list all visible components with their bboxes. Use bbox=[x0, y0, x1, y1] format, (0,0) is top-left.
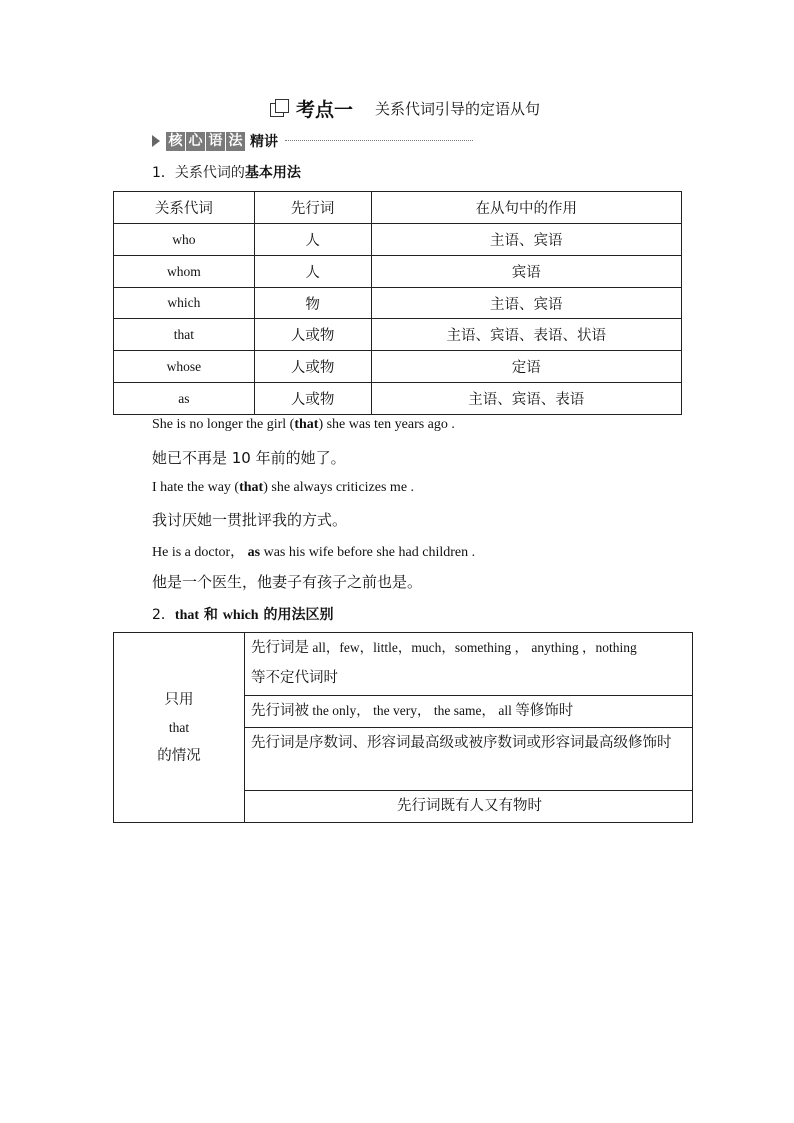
dotted-divider bbox=[285, 140, 473, 141]
example-translation-3: 他是一个医生，他妻子有孩子之前也是。 bbox=[152, 573, 423, 591]
table-row bbox=[114, 319, 682, 351]
sentence-text: ) she always criticizes me . bbox=[263, 480, 415, 495]
pronoun-cell: whom bbox=[114, 256, 255, 288]
function-cell: 宾语 bbox=[371, 256, 681, 288]
table-row bbox=[114, 256, 682, 288]
table-row bbox=[114, 224, 682, 256]
overlap-squares-icon bbox=[270, 99, 288, 117]
table-header-row bbox=[114, 192, 682, 224]
keyword: that bbox=[294, 417, 319, 432]
example-translation-1: 她已不再是 10 年前的她了。 bbox=[152, 449, 346, 467]
rule-cell bbox=[245, 633, 693, 696]
label-line: 的情况 bbox=[157, 747, 201, 764]
antecedent-cell: 人 bbox=[254, 256, 371, 288]
that-only-table bbox=[113, 632, 693, 823]
antecedent-cell: 物 bbox=[254, 288, 371, 319]
play-arrow-icon bbox=[152, 135, 160, 147]
heading-bold: 和 bbox=[199, 607, 223, 623]
heading-bold: 基本用法 bbox=[244, 165, 301, 181]
rule-cell: 先行词既有人又有物时 bbox=[245, 791, 693, 823]
table-row bbox=[114, 633, 693, 696]
example-sentence-1 bbox=[152, 417, 455, 433]
rule-text: 等修饰时 bbox=[515, 703, 574, 719]
heading-number: 1． bbox=[152, 165, 175, 181]
relative-pronoun-table bbox=[113, 191, 682, 415]
rule-cell bbox=[245, 696, 693, 728]
table-row bbox=[114, 383, 682, 415]
title-sub: 关系代词引导的定语从句 bbox=[375, 99, 541, 118]
only-that-label-cell bbox=[114, 633, 245, 823]
tag-char: 法 bbox=[226, 132, 245, 151]
heading-bold: which bbox=[222, 608, 259, 623]
heading-basic-usage bbox=[152, 162, 301, 182]
table-row bbox=[114, 351, 682, 383]
pronoun-cell: who bbox=[114, 224, 255, 256]
heading-text: 关系代词的 bbox=[174, 165, 245, 181]
label-line: that bbox=[168, 719, 190, 735]
table-row bbox=[114, 288, 682, 319]
sentence-text: ) she was ten years ago . bbox=[318, 417, 455, 432]
function-cell: 主语、宾语、表语、状语 bbox=[371, 319, 681, 351]
header-cell: 在从句中的作用 bbox=[371, 192, 681, 224]
rule-text: 先行词被 bbox=[251, 703, 309, 719]
rule-text: the only， the very， the same， all bbox=[309, 703, 516, 718]
heading-that-which bbox=[152, 604, 333, 624]
keyword: as bbox=[247, 545, 261, 560]
example-translation-2: 我讨厌她一贯批评我的方式。 bbox=[152, 511, 348, 529]
function-cell: 主语、宾语、表语 bbox=[371, 383, 681, 415]
sentence-text: I hate the way ( bbox=[152, 480, 240, 495]
antecedent-cell: 人或物 bbox=[254, 351, 371, 383]
pronoun-cell: whose bbox=[114, 351, 255, 383]
section-title bbox=[270, 96, 540, 120]
pronoun-cell: as bbox=[114, 383, 255, 415]
function-cell: 定语 bbox=[371, 351, 681, 383]
function-cell: 主语、宾语 bbox=[371, 288, 681, 319]
sentence-text: was his wife before she had children . bbox=[260, 545, 476, 560]
tag-char: 心 bbox=[186, 132, 205, 151]
heading-bold: that bbox=[174, 608, 200, 623]
example-sentence-2 bbox=[152, 480, 414, 496]
section-header bbox=[152, 131, 278, 151]
rule-cell: 先行词是序数词、形容词最高级或被序数词或形容词最高级修饰时 bbox=[245, 728, 693, 791]
heading-number: 2． bbox=[152, 607, 175, 623]
keyword: that bbox=[239, 480, 264, 495]
label-line: 只用 bbox=[164, 691, 194, 708]
tag-char: 核 bbox=[166, 132, 185, 151]
antecedent-cell: 人或物 bbox=[254, 319, 371, 351]
rule-text: all，few，little，much，something ， anything ，nothing bbox=[309, 640, 637, 655]
antecedent-cell: 人或物 bbox=[254, 383, 371, 415]
tag-suffix: 精讲 bbox=[250, 134, 278, 150]
header-cell: 先行词 bbox=[254, 192, 371, 224]
antecedent-cell: 人 bbox=[254, 224, 371, 256]
pronoun-cell: which bbox=[114, 288, 255, 319]
function-cell: 主语、宾语 bbox=[371, 224, 681, 256]
rule-text: 等不定代词时 bbox=[251, 670, 338, 686]
title-main: 考点一 bbox=[296, 98, 354, 121]
heading-bold: 的用法区别 bbox=[258, 607, 334, 623]
sentence-text: He is a doctor， bbox=[152, 545, 248, 560]
rule-text: 先行词是 bbox=[251, 640, 309, 656]
header-cell: 关系代词 bbox=[114, 192, 255, 224]
example-sentence-3 bbox=[152, 541, 475, 561]
tag-char: 语 bbox=[206, 132, 225, 151]
sentence-text: She is no longer the girl ( bbox=[152, 417, 295, 432]
pronoun-cell: that bbox=[114, 319, 255, 351]
